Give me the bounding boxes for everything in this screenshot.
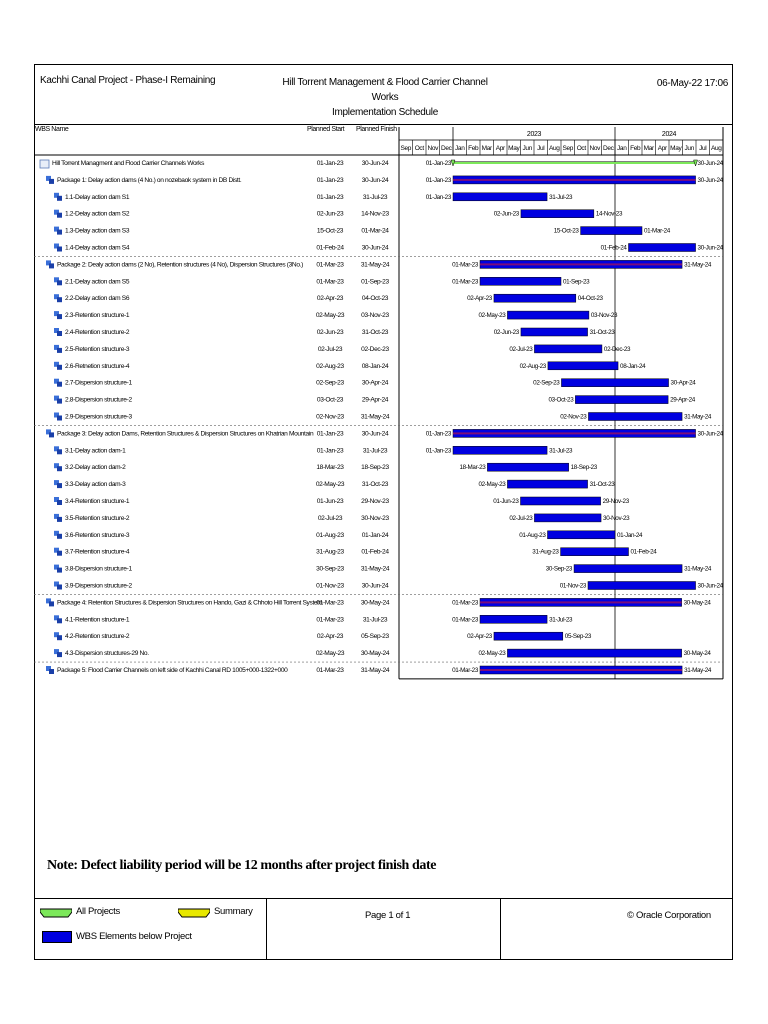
row-start: 02-Jul-23 — [317, 345, 343, 353]
package-icon — [46, 666, 54, 674]
task-bar — [521, 210, 594, 218]
task-bar — [534, 514, 601, 522]
task-bar — [507, 480, 587, 488]
row-finish: 31-May-24 — [360, 261, 390, 269]
page-number: Page 1 of 1 — [365, 910, 411, 921]
row-finish: 04-Oct-23 — [361, 295, 389, 303]
month-label-feb: Feb — [630, 145, 641, 152]
row-name: 2.4-Retention structure-2 — [65, 329, 130, 336]
bar-start-label: 30-Sep-23 — [545, 565, 573, 573]
bar-finish-label: 31-May-24 — [684, 413, 712, 421]
bar-start-label: 03-Oct-23 — [548, 396, 574, 404]
row-start: 30-Sep-23 — [316, 565, 344, 573]
row-finish: 01-Feb-24 — [361, 548, 389, 556]
summary-legend-icon — [178, 908, 210, 918]
summary-bar-center — [480, 263, 682, 265]
wbs-icon — [54, 413, 62, 421]
row-name: 1.3-Delay action dam S3 — [65, 227, 130, 235]
task-bar — [480, 615, 547, 623]
bar-finish-label: 30-Nov-23 — [603, 514, 630, 522]
bar-finish-label: 31-Jul-23 — [549, 447, 573, 455]
row-start: 02-Aug-23 — [316, 362, 344, 370]
row-name: 3.7-Retention structure-4 — [65, 548, 130, 556]
task-bar — [548, 362, 618, 370]
wbs-icon — [54, 514, 62, 522]
summary-bar-center — [453, 179, 696, 181]
package-icon — [46, 598, 54, 606]
row-name: 3.1-Delay action dam-1 — [65, 447, 126, 455]
row-finish: 31-May-24 — [360, 413, 390, 421]
bar-start-label: 31-Aug-23 — [532, 548, 559, 556]
row-start: 02-May-23 — [315, 481, 345, 489]
bar-finish-label: 02-Dec-23 — [603, 345, 631, 353]
bar-start-label: 01-Mar-23 — [452, 278, 478, 286]
bar-finish-label: 29-Nov-23 — [602, 498, 629, 505]
bar-start-label: 02-Aug-23 — [519, 362, 546, 370]
defect-liability-note: Note: Defect liability period will be 12 months after project finish date — [47, 858, 437, 873]
row-start: 02-Apr-23 — [316, 295, 344, 303]
row-name: 1.4-Delay action dam S4 — [65, 244, 130, 252]
row-finish: 30-May-24 — [360, 650, 390, 658]
row-start: 02-May-23 — [315, 650, 345, 658]
row-start: 15-Oct-23 — [316, 227, 344, 235]
task-bar — [507, 649, 681, 657]
bar-start-label: 01-Aug-23 — [519, 531, 546, 539]
row-name: 3.4-Retention structure-1 — [65, 498, 130, 505]
footer-divider — [34, 898, 733, 899]
row-start: 01-Mar-23 — [316, 667, 344, 674]
bar-start-label: 02-Jul-23 — [509, 345, 533, 353]
row-start: 02-Jun-23 — [316, 210, 344, 218]
legend-wbs: WBS Elements below Project — [76, 931, 192, 942]
bar-start-label: 02-Apr-23 — [467, 633, 492, 641]
wbs-legend-icon — [42, 931, 72, 943]
row-name: 2.8-Dispersion structure-2 — [65, 396, 132, 404]
bar-start-label: 01-Jan-23 — [425, 193, 451, 201]
bar-start-label: 02-Apr-23 — [467, 295, 492, 303]
row-start: 02-Nov-23 — [316, 413, 344, 421]
bar-finish-label: 14-Nov-23 — [595, 210, 623, 218]
row-finish: 29-Apr-24 — [361, 396, 389, 404]
bar-finish-label: 31-Jul-23 — [549, 616, 573, 624]
bar-start-label: 01-Mar-23 — [452, 261, 478, 269]
row-finish: 31-Oct-23 — [361, 481, 389, 489]
month-label-jul: Jul — [699, 145, 707, 152]
column-header-finish: Planned Finish — [356, 126, 397, 133]
row-name: Package 5: Flood Carrier Channels on left side of Kachhi Canal RD 1005+000-1322+000 — [57, 667, 288, 674]
month-label-nov: Nov — [427, 145, 439, 152]
year-label-2023: 2023 — [526, 131, 542, 138]
row-start: 01-Nov-23 — [316, 582, 344, 590]
task-bar — [494, 294, 576, 302]
bar-start-label: 02-Jun-23 — [493, 329, 519, 336]
task-bar — [575, 396, 668, 404]
task-bar — [507, 311, 588, 319]
row-finish: 02-Dec-23 — [361, 345, 389, 353]
row-name: 2.5-Retention structure-3 — [65, 345, 130, 353]
row-start: 01-Jan-23 — [316, 176, 344, 184]
footer-sep-1 — [266, 898, 267, 960]
bar-start-label: 02-Jul-23 — [509, 514, 533, 522]
bar-finish-label: 30-Jun-24 — [697, 160, 723, 167]
row-name: 3.9-Dispersion structure-2 — [65, 582, 132, 590]
month-label-mar: Mar — [643, 145, 654, 152]
bar-finish-label: 30-Jun-24 — [697, 582, 723, 590]
month-label-apr: Apr — [495, 145, 505, 152]
legend-all-projects: All Projects — [76, 906, 120, 917]
task-bar — [629, 244, 696, 252]
month-label-may: May — [508, 145, 520, 152]
row-name: Package 4: Retention Structures & Dispersion Structures on Hando, Gazi & Chhoto Hill Torrent System — [57, 599, 323, 607]
row-name: 2.9-Dispersion structure-3 — [65, 413, 132, 421]
wbs-icon — [54, 497, 62, 505]
row-start: 02-Apr-23 — [316, 633, 344, 641]
bar-start-label: 01-Jan-23 — [425, 176, 451, 184]
task-bar — [561, 548, 629, 556]
row-start: 01-Mar-23 — [316, 599, 344, 607]
row-name: 4.3-Dispersion structures-29 No. — [65, 650, 149, 658]
month-label-aug: Aug — [710, 145, 722, 152]
bar-start-label: 15-Oct-23 — [553, 227, 579, 235]
row-name: 2.7-Dispersion structure-1 — [65, 379, 132, 387]
task-bar — [521, 497, 601, 505]
month-label-nov: Nov — [589, 145, 601, 152]
bar-finish-label: 30-Jun-24 — [697, 430, 723, 438]
task-bar — [574, 565, 682, 573]
bar-start-label: 01-Jan-23 — [425, 447, 451, 455]
wbs-icon — [54, 480, 62, 488]
row-start: 03-Oct-23 — [316, 396, 344, 404]
bar-finish-label: 31-May-24 — [684, 565, 712, 573]
row-name: Package 3: Delay action Dams, Retention Structures & Dispersion Structures on Khatrian Mountain — [57, 430, 314, 438]
wbs-icon — [54, 649, 62, 657]
wbs-icon — [54, 362, 62, 370]
bar-finish-label: 31-May-24 — [684, 667, 712, 674]
wbs-icon — [54, 328, 62, 336]
month-label-mar: Mar — [481, 145, 492, 152]
row-start: 01-Jan-23 — [316, 160, 344, 167]
wbs-icon — [54, 632, 62, 640]
bar-start-label: 02-May-23 — [478, 481, 506, 489]
bar-start-label: 01-Mar-23 — [452, 616, 478, 624]
task-bar — [588, 413, 682, 421]
bar-finish-label: 31-Jul-23 — [549, 193, 573, 201]
row-finish: 31-May-24 — [360, 565, 390, 573]
row-name: 2.1-Delay action dam S5 — [65, 278, 130, 286]
row-name: 2.2-Delay action dam S6 — [65, 295, 130, 303]
project-icon — [40, 160, 49, 168]
row-name: 4.2-Retention structure-2 — [65, 633, 130, 641]
row-finish: 01-Jan-24 — [361, 531, 389, 539]
bar-start-label: 01-Mar-23 — [452, 599, 478, 607]
bar-start-label: 01-Feb-24 — [600, 244, 627, 252]
bar-finish-label: 30-May-24 — [683, 599, 711, 607]
task-bar — [494, 632, 563, 640]
wbs-icon — [54, 210, 62, 218]
row-start: 01-Jan-23 — [316, 430, 344, 438]
task-bar — [561, 379, 668, 387]
wbs-icon — [54, 277, 62, 285]
month-label-dec: Dec — [602, 145, 614, 152]
row-finish: 18-Sep-23 — [361, 464, 389, 472]
copyright: © Oracle Corporation — [627, 910, 711, 921]
bar-start-label: 01-Jun-23 — [493, 498, 519, 505]
row-name: 3.2-Delay action dam-2 — [65, 464, 126, 472]
column-header-name: WBS Name — [35, 126, 69, 133]
row-start: 02-Jun-23 — [316, 329, 344, 336]
legend-summary: Summary — [214, 906, 253, 917]
row-finish: 31-Jul-23 — [362, 193, 388, 201]
row-finish: 14-Nov-23 — [361, 210, 389, 218]
wbs-icon — [54, 345, 62, 353]
bar-finish-label: 01-Sep-23 — [563, 278, 590, 286]
row-start: 01-Aug-23 — [316, 531, 344, 539]
row-finish: 30-Nov-23 — [361, 514, 389, 522]
row-finish: 31-Oct-23 — [361, 329, 389, 336]
row-name: 2.6-Retnetion structure-4 — [65, 362, 130, 370]
task-bar — [534, 345, 602, 353]
bar-finish-label: 05-Sep-23 — [564, 633, 592, 641]
task-bar — [521, 328, 588, 336]
bar-finish-label: 30-Jun-24 — [697, 176, 723, 184]
bar-start-label: 01-Jan-23 — [425, 160, 451, 167]
row-finish: 30-Jun-24 — [361, 244, 389, 252]
bar-finish-label: 03-Nov-23 — [590, 312, 618, 320]
wbs-icon — [54, 311, 62, 319]
wbs-icon — [54, 379, 62, 387]
bar-finish-label: 30-Apr-24 — [670, 379, 696, 387]
all-projects-legend-icon — [40, 908, 72, 918]
bar-start-label: 02-Nov-23 — [560, 413, 587, 421]
month-label-feb: Feb — [468, 145, 479, 152]
row-start: 01-Mar-23 — [316, 261, 344, 269]
month-label-jun: Jun — [684, 145, 694, 152]
summary-bar-center — [480, 669, 682, 671]
row-finish: 30-Jun-24 — [361, 430, 389, 438]
row-start: 01-Mar-23 — [316, 616, 344, 624]
bar-finish-label: 01-Mar-24 — [644, 227, 670, 235]
bar-start-label: 18-Mar-23 — [459, 464, 486, 472]
footer-sep-2 — [500, 898, 501, 960]
row-name: 3.3-Delay action dam-3 — [65, 481, 126, 489]
bar-start-label: 01-Jan-23 — [425, 430, 451, 438]
task-bar — [487, 463, 568, 471]
bar-start-label: 02-May-23 — [478, 650, 506, 658]
task-bar — [581, 227, 642, 235]
bar-start-label: 02-May-23 — [478, 312, 506, 320]
row-finish: 30-Jun-24 — [361, 176, 389, 184]
wbs-icon — [54, 446, 62, 454]
bar-start-label: 01-Nov-23 — [559, 582, 586, 590]
month-label-jan: Jan — [455, 145, 465, 152]
month-label-sep: Sep — [400, 145, 412, 152]
row-start: 01-Feb-24 — [316, 244, 344, 252]
wbs-icon — [54, 565, 62, 573]
month-label-sep: Sep — [562, 145, 574, 152]
project-title: Kachhi Canal Project - Phase-I Remaining — [40, 75, 216, 86]
row-finish: 08-Jan-24 — [361, 362, 389, 370]
bar-finish-label: 30-May-24 — [683, 650, 711, 658]
bar-finish-label: 08-Jan-24 — [620, 362, 646, 370]
summary-bar-center — [453, 432, 696, 434]
month-label-jun: Jun — [522, 145, 532, 152]
month-label-oct: Oct — [576, 145, 586, 152]
row-name: 1.2-Delay action dam S2 — [65, 210, 130, 218]
wbs-icon — [54, 193, 62, 201]
task-bar — [453, 446, 547, 454]
row-start: 01-Mar-23 — [316, 278, 344, 286]
bar-finish-label: 31-Oct-23 — [589, 481, 615, 489]
row-start: 31-Aug-23 — [316, 548, 344, 556]
bar-start-label: 01-Mar-23 — [452, 667, 478, 674]
row-finish: 30-Jun-24 — [361, 582, 389, 590]
bar-finish-label: 31-May-24 — [684, 261, 712, 269]
row-start: 01-Jan-23 — [316, 447, 344, 455]
bar-finish-label: 30-Jun-24 — [697, 244, 723, 252]
wbs-icon — [54, 396, 62, 404]
report-title-line1: Hill Torrent Management & Flood Carrier Channel Works — [282, 77, 488, 103]
month-label-oct: Oct — [414, 145, 424, 152]
row-start: 18-Mar-23 — [316, 464, 344, 472]
bar-finish-label: 18-Sep-23 — [570, 464, 597, 472]
report-date: 06-May-22 17:06 — [656, 78, 728, 89]
package-icon — [46, 260, 54, 268]
row-finish: 30-Jun-24 — [361, 160, 389, 167]
row-start: 02-Sep-23 — [316, 379, 344, 387]
row-start: 01-Jun-23 — [316, 498, 344, 505]
row-name: Package 2: Dealy action dams (2 No), Retention structures (4 No), Dispersion Structures (3No.) — [57, 261, 303, 269]
report-title-line2: Implementation Schedule — [332, 107, 438, 118]
row-finish: 31-Jul-23 — [362, 616, 388, 624]
bar-finish-label: 31-Oct-23 — [589, 329, 615, 336]
month-label-jan: Jan — [617, 145, 627, 152]
bar-finish-label: 04-Oct-23 — [577, 295, 603, 303]
wbs-icon — [54, 582, 62, 590]
wbs-icon — [54, 294, 62, 302]
row-finish: 05-Sep-23 — [361, 633, 389, 641]
row-name: 1.1-Delay action dam S1 — [65, 193, 130, 201]
bar-start-label: 02-Jun-23 — [493, 210, 519, 218]
month-label-jul: Jul — [537, 145, 545, 152]
wbs-icon — [54, 548, 62, 556]
row-start: 02-Jul-23 — [317, 514, 343, 522]
row-start: 01-Jan-23 — [316, 193, 344, 201]
column-header-start: Planned Start — [307, 126, 345, 133]
bar-start-label: 02-Sep-23 — [533, 379, 560, 387]
package-icon — [46, 176, 54, 184]
row-finish: 29-Nov-23 — [361, 498, 389, 505]
wbs-icon — [54, 531, 62, 539]
bar-finish-label: 01-Feb-24 — [630, 548, 657, 556]
row-finish: 30-Apr-24 — [361, 379, 389, 387]
package-icon — [46, 429, 54, 437]
row-finish: 01-Mar-24 — [361, 227, 389, 235]
month-label-apr: Apr — [657, 145, 667, 152]
row-name: Package 1: Delay action dams (4 No.) on nozebaok system in DB Distt. — [57, 176, 242, 184]
wbs-icon — [54, 227, 62, 235]
task-bar — [480, 277, 561, 285]
month-label-may: May — [670, 145, 682, 152]
wbs-icon — [54, 463, 62, 471]
row-finish: 01-Sep-23 — [361, 278, 389, 286]
row-name: 4.1-Retention structure-1 — [65, 616, 130, 624]
wbs-icon — [54, 244, 62, 252]
bar-finish-label: 01-Jan-24 — [617, 531, 643, 539]
month-label-aug: Aug — [548, 145, 560, 152]
row-name: 3.5-Retention structure-2 — [65, 514, 130, 522]
wbs-icon — [54, 615, 62, 623]
row-finish: 31-May-24 — [360, 667, 390, 674]
year-label-2024: 2024 — [661, 131, 677, 138]
row-finish: 30-May-24 — [360, 599, 390, 607]
task-bar — [453, 193, 547, 201]
row-start: 02-May-23 — [315, 312, 345, 320]
task-bar — [588, 582, 696, 590]
row-finish: 31-Jul-23 — [362, 447, 388, 455]
task-bar — [548, 531, 616, 539]
summary-bar-center — [480, 601, 682, 603]
row-name: Hill Torrent Managment and Flood Carrier Channels Works — [52, 160, 205, 167]
row-name: 3.8-Dispersion structure-1 — [65, 565, 132, 573]
month-label-dec: Dec — [440, 145, 452, 152]
row-name: 3.6-Retention structure-3 — [65, 531, 130, 539]
bar-finish-label: 29-Apr-24 — [670, 396, 695, 404]
row-finish: 03-Nov-23 — [361, 312, 389, 320]
row-name: 2.3-Retention structure-1 — [65, 312, 130, 320]
